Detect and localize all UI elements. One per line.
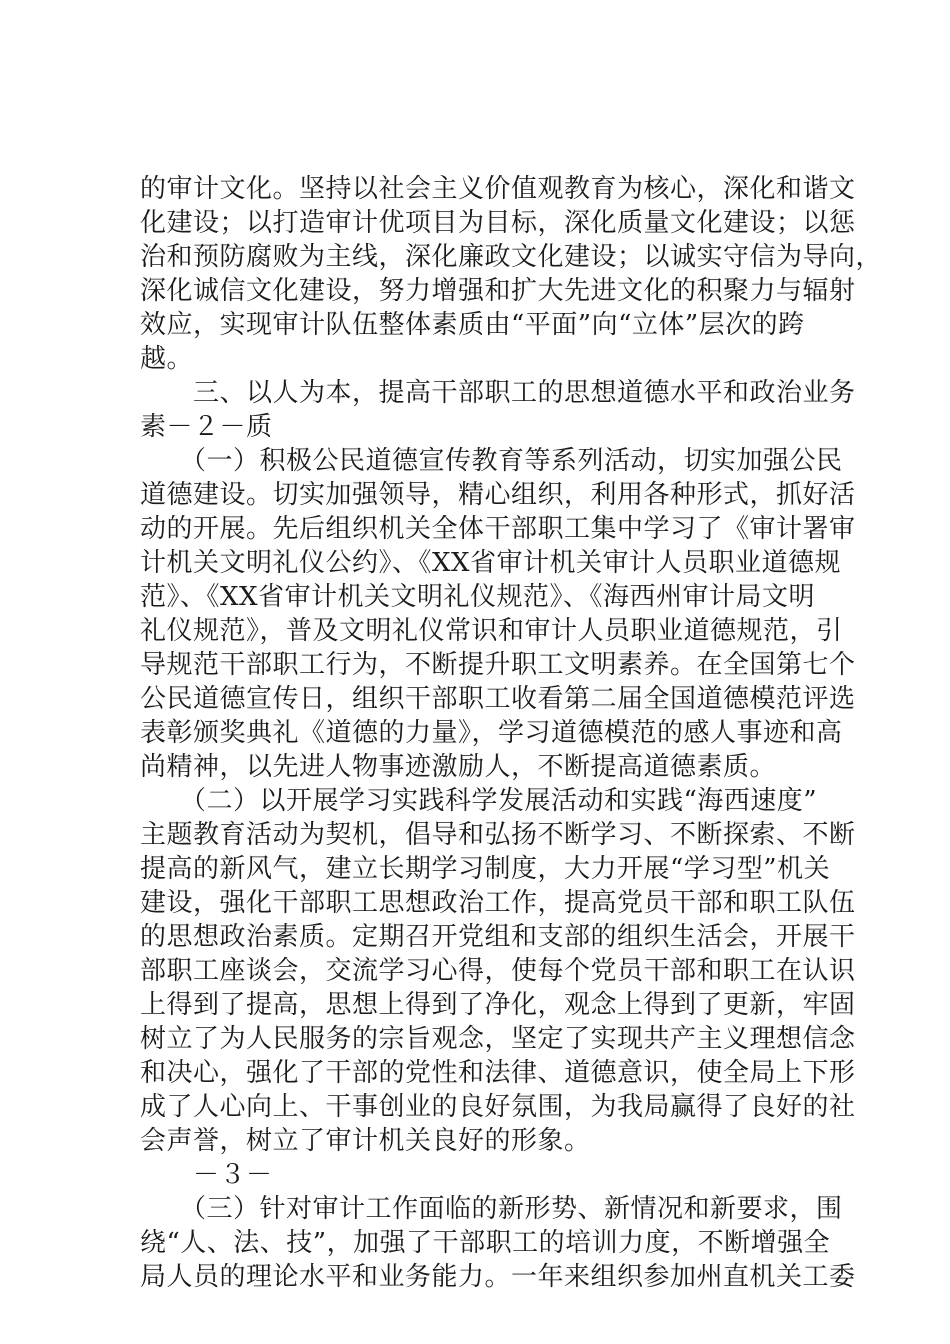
section-heading: 素－２－质 bbox=[140, 412, 273, 442]
text-line: 部职工座谈会，交流学习心得，使每个党员干部和职工在认识 bbox=[140, 956, 856, 986]
text-line: （一）积极公民道德宣传教育等系列活动，切实加强公民 bbox=[140, 446, 843, 476]
text-line: （二）以开展学习实践科学发展活动和实践“海西速度” bbox=[140, 786, 818, 816]
text-line: 和决心，强化了干部的党性和法律、道德意识，使全局上下形 bbox=[140, 1058, 856, 1088]
text-line: 树立了为人民服务的宗旨观念，坚定了实现共产主义理想信念 bbox=[140, 1024, 856, 1054]
text-line: 尚精神，以先进人物事迹激励人，不断提高道德素质。 bbox=[140, 752, 777, 782]
text-line: 会声誉，树立了审计机关良好的形象。 bbox=[140, 1126, 591, 1156]
text-line: 化建设；以打造审计优项目为目标，深化质量文化建设；以惩 bbox=[140, 208, 856, 238]
text-line: 主题教育活动为契机，倡导和弘扬不断学习、不断探索、不断 bbox=[140, 820, 856, 850]
text-line: 建设，强化干部职工思想政治工作，提高党员干部和职工队伍 bbox=[140, 888, 856, 918]
text-line: 的思想政治素质。定期召开党组和支部的组织生活会，开展干 bbox=[140, 922, 856, 952]
text-line: 范》、《XX省审计机关文明礼仪规范》、《海西州审计局文明 bbox=[140, 582, 816, 612]
text-line: 计机关文明礼仪公约》、《XX省审计机关审计人员职业道德规 bbox=[140, 548, 842, 578]
text-line: 深化诚信文化建设，努力增强和扩大先进文化的积聚力与辐射 bbox=[140, 276, 856, 306]
text-line: 动的开展。先后组织机关全体干部职工集中学习了《审计署审 bbox=[140, 514, 856, 544]
text-line: 表彰颁奖典礼《道德的力量》，学习道德模范的感人事迹和高 bbox=[140, 718, 843, 748]
text-line: 治和预防腐败为主线，深化廉政文化建设；以诚实守信为导向， bbox=[140, 242, 883, 272]
inline-page-number: －３－ bbox=[140, 1160, 273, 1190]
text-line: 上得到了提高，思想上得到了净化，观念上得到了更新，牢固 bbox=[140, 990, 856, 1020]
text-line: 越。 bbox=[140, 344, 194, 374]
text-line: 礼仪规范》，普及文明礼仪常识和审计人员职业道德规范，引 bbox=[140, 616, 843, 646]
text-line: 效应，实现审计队伍整体素质由“平面”向“立体”层次的跨 bbox=[140, 310, 805, 340]
text-line: 局人员的理论水平和业务能力。一年来组织参加州直机关工委 bbox=[140, 1262, 856, 1292]
text-line: 公民道德宣传日，组织干部职工收看第二届全国道德模范评选 bbox=[140, 684, 856, 714]
text-line: 道德建设。切实加强领导，精心组织，利用各种形式，抓好活 bbox=[140, 480, 856, 510]
text-line: 绕“人、法、技”，加强了干部职工的培训力度，不断增强全 bbox=[140, 1228, 831, 1258]
text-line: 成了人心向上、干事创业的良好氛围，为我局赢得了良好的社 bbox=[140, 1092, 856, 1122]
text-line: （三）针对审计工作面临的新形势、新情况和新要求，围 bbox=[140, 1194, 843, 1224]
section-heading: 三、以人为本，提高干部职工的思想道德水平和政治业务 bbox=[140, 378, 856, 408]
text-line: 提高的新风气，建立长期学习制度，大力开展“学习型”机关 bbox=[140, 854, 831, 884]
text-line: 的审计文化。坚持以社会主义价值观教育为核心，深化和谐文 bbox=[140, 174, 856, 204]
text-line: 导规范干部职工行为，不断提升职工文明素养。在全国第七个 bbox=[140, 650, 856, 680]
